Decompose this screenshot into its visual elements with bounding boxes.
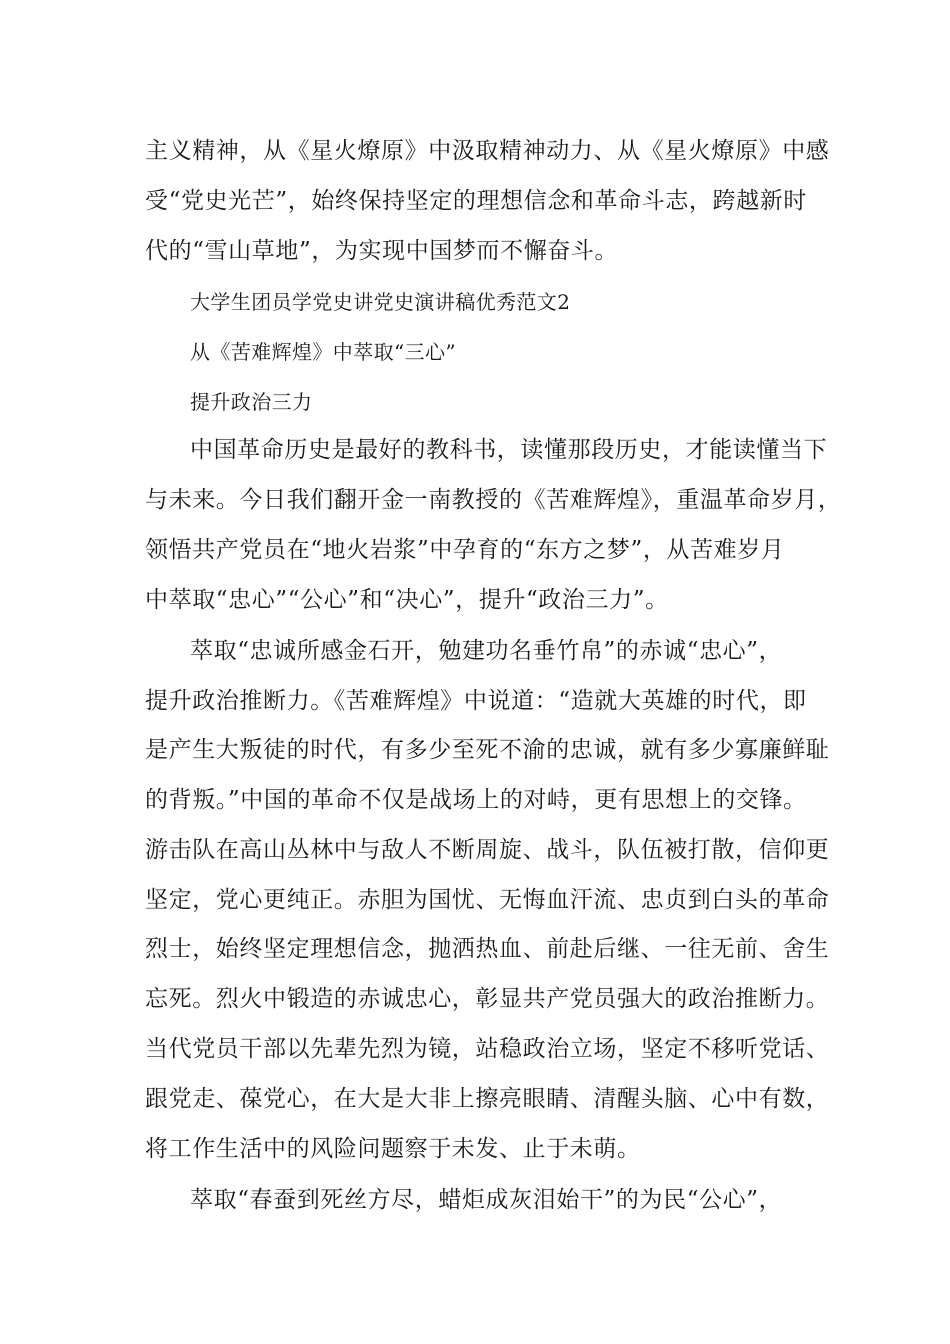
body-line: 受“党史光芒”，始终保持坚定的理想信念和革命斗志，跨越新时	[145, 188, 807, 214]
body-line: 是产生大叛徒的时代，有多少至死不渝的忠诚，就有多少寡廉鲜耻	[145, 737, 830, 763]
body-line: 坚定，党心更纯正。赤胆为国忧、无悔血汗流、忠贞到白头的革命	[145, 887, 830, 913]
paragraph-start: 萃取“忠诚所感金石开，勉建功名垂竹帛”的赤诚“忠心”，	[190, 638, 783, 664]
body-line: 代的“雪山草地”，为实现中国梦而不懈奋斗。	[145, 238, 619, 264]
body-line: 提升政治推断力。《苦难辉煌》中说道：“造就大英雄的时代，即	[145, 688, 807, 714]
paragraph-start: 萃取“春蚕到死丝方尽，蜡炬成灰泪始干”的为民“公心”，	[190, 1187, 783, 1213]
body-line: 中萃取“忠心”“公心”和“决心”，提升“政治三力”。	[145, 587, 669, 613]
article-title: 从《苦难辉煌》中萃取“三心”	[190, 340, 457, 364]
body-line: 当代党员干部以先辈先烈为镜，站稳政治立场，坚定不移听党话、	[145, 1036, 830, 1062]
body-line: 忘死。烈火中锻造的赤诚忠心，彰显共产党员强大的政治推断力。	[145, 986, 830, 1012]
section-title: 大学生团员学党史讲党史演讲稿优秀范文2	[190, 290, 571, 314]
body-line: 烈士，始终坚定理想信念，抛洒热血、前赴后继、一往无前、舍生	[145, 936, 830, 962]
body-line: 跟党走、葆党心，在大是大非上擦亮眼睛、清醒头脑、心中有数，	[145, 1086, 830, 1112]
body-line: 与未来。今日我们翻开金一南教授的《苦难辉煌》，重温革命岁月，	[145, 487, 842, 513]
body-line: 主义精神，从《星火燎原》中汲取精神动力、从《星火燎原》中感	[145, 138, 830, 164]
body-line: 领悟共产党员在“地火岩浆”中孕育的“东方之梦”，从苦难岁月	[145, 537, 785, 563]
paragraph-start: 中国革命历史是最好的教科书，读懂那段历史，才能读懂当下	[190, 437, 828, 463]
body-line: 游击队在高山丛林中与敌人不断周旋、战斗，队伍被打散，信仰更	[145, 837, 830, 863]
body-line: 的背叛。”中国的革命不仅是战场上的对峙，更有思想上的交锋。	[145, 787, 807, 813]
article-subtitle: 提升政治三力	[190, 390, 313, 414]
body-line: 将工作生活中的风险问题察于未发、止于未萌。	[145, 1136, 641, 1162]
